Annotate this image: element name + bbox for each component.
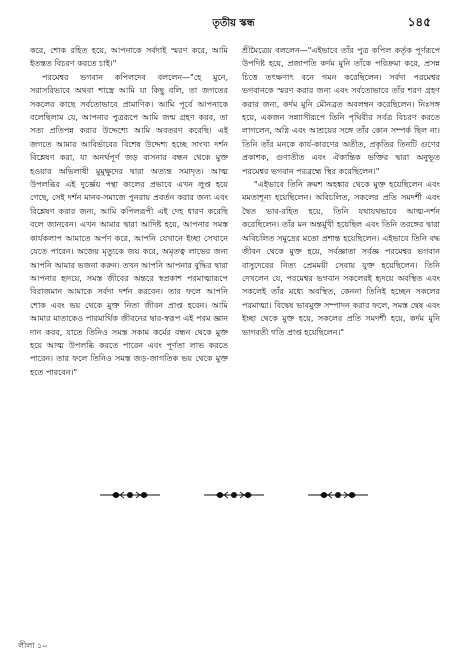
ornament-floral-icon: [306, 488, 370, 502]
paragraph: করে, শোক রহিত হয়ে, আপনাকে সর্বদাই স্মরণ করে, আমি ইতস্তত বিচরণ করতে চাই।": [30, 46, 228, 69]
ornament-floral-icon: [98, 488, 162, 502]
right-column: [242, 44, 440, 519]
paragraph: "এইভাবে তিনি ক্রমশ অহঙ্কার থেকে মুক্ত হয়েছিলেন এবং মমতাশূন্য হয়েছিলেন। অবিচলিত, সকলের প্রতি সমদর্শী এবং দ্বৈত ভাব-রহিত হয়ে, তিনি যথাযথভাবে আত্ম-দর্শন করেছিলেন। তাঁর মন অন্তর্মুখী হয়েছিল এবং তিনি তরঙ্গের দ্বারা অবিচলিত সমুদ্রের মতো প্রশান্ত হয়েছিলেন। এইভাবে তিনি বদ্ধ জীবন থেকে মুক্ত হয়ে, সর্বজ্ঞাতা সর্বজ্ঞ পরমেশ্বর ভগবান বাসুদেবের নিত্য প্রেমময়ী সেবায় যুক্ত হয়েছিলেন। তিনি দেখলেন যে, পরমেশ্বর ভগবান সকলেরই হৃদয়ে অবস্থিত এবং সকলেই তাঁর মধ্যে অবস্থিত, কেননা তিনিই হচ্ছেন সকলের পরমাত্মা। বিদ্বেষ ভাবমুক্ত সম্পাদন করার ফলে, সমস্ত দ্বেষ এবং ইচ্ছা থেকে মুক্ত হয়ে, সকলের প্রতি সমদর্শী হয়ে, কর্দম মুনি ভাগবতী গতি প্রাপ্ত হয়েছিলেন।": [242, 180, 440, 337]
footer-signature: লীলা ১০: [18, 641, 48, 650]
ornament-floral-icon: [202, 488, 266, 502]
paragraph: পরমেশ্বর ভগবান কপিলদেব বললেন—"হে মুনে, সরাসরিভাবে অথবা শাস্ত্রে আমি যা কিছু বলি, তা জগতের সকলের কাছে সর্বতোভাবে প্রামাণিক। আমি পূর্বে আপনাকে বলেছিলাম যে, আপনার পুত্ররূপে আমি জন্ম গ্রহণ করব, তা সত্য প্রতিপন্ন করার উদ্দেশ্যে আমি অবতরণ করেছি। এই জগতে আমার আবির্ভাবের বিশেষ উদ্দেশ্য হচ্ছে সাংখ্য দর্শন বিশ্লেষণ করা, যা অনর্থপূর্ণ জড় বাসনার বন্ধন থেকে মুক্ত হওয়ার অভিলাষী মুমুক্ষুদের দ্বারা অত্যন্ত সমাদৃত। আত্ম উপলব্ধির এই দুর্জ্ঞেয় পন্থা কালের প্রভাবে এখন লুপ্ত হয়ে গেছে, সেই দর্শন মানব-সমাজে পুনরায় প্রবর্তন করার জন্য এবং বিশ্লেষণ করার জন্য, আমি কপিলরূপী এই দেহ ধারণ করেছি বলে জানবেন। এখন আমার দ্বারা আদিষ্ট হয়ে, আপনার সমস্ত কার্যকলাপ আমাতে অর্পণ করে, আপনি যেখানে ইচ্ছা সেখানে যেতে পারেন। অজেয় মৃত্যুকে জয় করে, অমৃতত্ব লাভের জন্য আপনি আমার ভজনা করুন। তখন আপনি আপনার বুদ্ধির দ্বারা আপনার হৃদয়ে, সমস্ত জীবের অন্তরে স্বপ্রকাশ পরমাত্মারূপে বিরাজমান আমাকে সর্বদা দর্শন করবেন। তার ফলে আপনি শোক এবং ভয় থেকে মুক্ত নিত্য জীবন প্রাপ্ত হবেন। আমি আমার মাতাকেও পারমার্থিক জীবনের দ্বার-স্বরূপ এই পরম জ্ঞান দান করব, যাতে তিনিও সমস্ত সকাম কর্মের বন্ধন থেকে মুক্ত হয়ে আত্ম উপলব্ধি করতে পারেন এবং পূর্ণতা লাভ করতে পারেন। তার ফলে তিনিও সমস্ত জড়-জাগতিক ভয় থেকে মুক্ত হতে পারবেন।": [30, 72, 228, 377]
running-title: তৃতীয় স্কন্ধ: [212, 18, 255, 29]
page-number: ১৪৫: [407, 15, 431, 29]
left-column: [30, 44, 228, 519]
text-columns: [30, 44, 440, 519]
paragraph: শ্রীমৈত্রেয় বললেন—"এইভাবে তাঁর পুত্র কপিল কর্তৃক পূর্ণরূপে উপদিষ্ট হয়ে, প্রজাপতি কর্দম মুনি তাঁকে পরিক্রমা করে, প্রসন্ন চিত্তে তৎক্ষণাৎ বনে গমন করেছিলেন। সর্বদা পরমেশ্বর ভগবানকে স্মরণ করার জন্য এবং সর্বতোভাবে তাঁর শরণ গ্রহণ করার জন্য, কর্দম মুনি মৌনব্রত অবলম্বন করেছিলেন। নিঃসঙ্গ হয়ে, একজন সন্ন্যাসীরূপে তিনি পৃথিবীর সর্বত্র বিচরণ করতে লাগলেন, অগ্নি এবং আশ্রয়ের সঙ্গে তাঁর কোন সম্পর্ক ছিল না। তিনি তাঁর মনকে কার্য-কারণের অতীত, প্রকৃতির তিনটি গুণের প্রকাশক, গুণাতীত এবং ঐকান্তিক ভক্তির দ্বারা অনুভূত পরমেশ্বর ভগবান পরব্রহ্মে স্থির করেছিলেন।": [242, 46, 440, 176]
ornament-row: [0, 488, 467, 502]
